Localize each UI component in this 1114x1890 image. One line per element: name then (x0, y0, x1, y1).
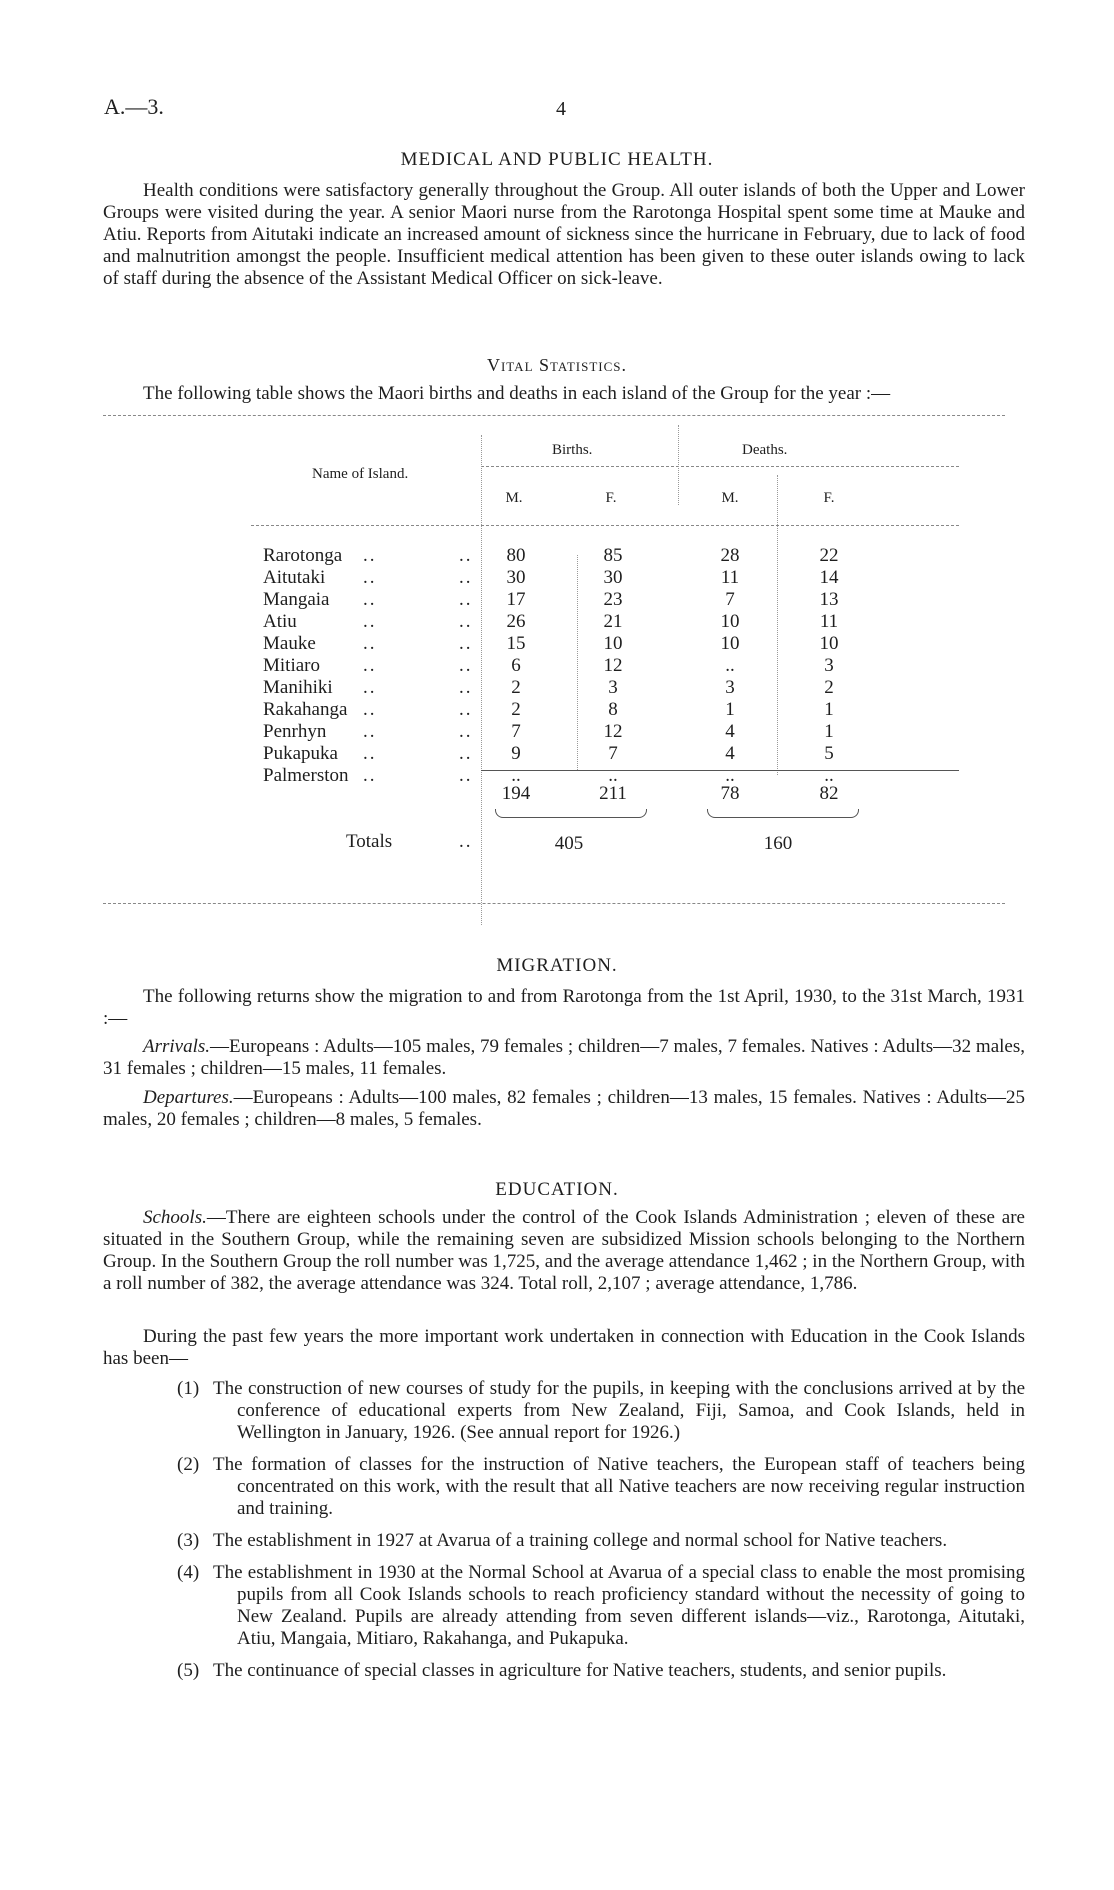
total-deaths-female: 82 (819, 783, 839, 804)
table-cell: 28 (720, 545, 740, 566)
island-name-cell: Aitutaki (263, 567, 326, 588)
vital-statistics-heading: Vital Statistics. (486, 355, 628, 375)
table-cell: 17 (506, 589, 526, 610)
island-name-cell: Mauke (263, 633, 316, 654)
table-cell: 3 (725, 677, 735, 698)
table-cell: 9 (511, 743, 521, 764)
table-cell: 7 (608, 743, 618, 764)
health-paragraph: Health conditions were satisfactory generally throughout the Group. All outer islands of both the Upper and Lower Groups were visited during the year. A senior Maori nurse from the Rarotonga Hospital spent some time at Mauke and Atiu. Reports from Aitutaki indicate an increased amount of sickness since the hurricane in February, due to lack of food and malnutrition amongst the people. Insufficient medical attention has been given to these outer islands owing to lack of staff during the absence of the Assistant Medical Officer on sick-leave. (103, 180, 1025, 289)
vital-statistics-table: Births. Deaths. Name of Island. M. F. M. F. Rarotonga .. .. 80 85 28 22 Aitutaki .. .. 30 30 11 14 Mangaia .. .. 17 23 7 13 Atiu .. .. 26 21 10 11 Mauke .. .. 15 10 10 10 Mitiaro .. .. 6 12 .. 3 Manihiki .. .. 2 3 3 2 Rakahanga .. .. 2 8 1 1 Penrhyn .. .. 7 12 4 1 Pukapuka .. .. 9 7 4 5 Palmerston .. .. .. .. .. .. 194 211 78 82 Totals .. 405 160 (103, 415, 1025, 920)
education-work-list (103, 1378, 1025, 1692)
island-name-cell: Manihiki (263, 677, 333, 698)
island-name-cell: Palmerston (263, 765, 349, 786)
island-name-cell: Penrhyn (263, 721, 327, 742)
births-header: Births. (552, 442, 593, 458)
island-name-cell: Pukapuka (263, 743, 338, 764)
table-cell: 14 (819, 567, 839, 588)
table-cell: 7 (511, 721, 521, 742)
table-cell: 10 (720, 611, 740, 632)
births-male-header: M. (505, 490, 523, 506)
table-cell: 12 (603, 655, 623, 676)
list-item: (4) The establishment in 1930 at the Normal School at Avarua of a special class to enable the most promising pupils from all Cook Islands schools to reach proficiency standard without the necessity of going to New Zealand. Pupils are already attending from seven different islands—viz., Rarotonga, Aitutaki, Atiu, Mangaia, Mitiaro, Rakahanga, and Pukapuka. (177, 1562, 1025, 1649)
vital-statistics-intro: The following table shows the Maori births and deaths in each island of the Group for the year :— (143, 383, 891, 404)
deaths-female-header: F. (823, 490, 835, 506)
list-item: (2) The formation of classes for the instruction of Native teachers, the European staff of teachers being concentrated on this work, with the result that all Native teachers are now receiving regular instruction and training. (177, 1454, 1025, 1519)
table-cell: 11 (720, 567, 740, 588)
page-number: 4 (556, 98, 566, 120)
table-cell: 21 (603, 611, 623, 632)
arrivals-label: Arrivals. (143, 1036, 211, 1057)
schools-text: —There are eighteen schools under the control of the Cook Islands Administration ; eleven of these are situated in the Southern Group, while the remaining seven are subsidized Mission schools belonging to the Northern Group. In the Southern Group the roll number was 1,725, and the average attendance 1,462 ; in the Northern Group, with a roll number of 382, the average attendance was 324. Total roll, 2,107 ; average attendance, 1,786. (103, 1207, 1025, 1294)
table-cell: .. (511, 765, 521, 786)
education-heading: EDUCATION. (495, 1179, 619, 1200)
table-cell: 13 (819, 589, 839, 610)
deaths-brace (707, 809, 859, 818)
table-cell: 30 (506, 567, 526, 588)
departures-text: —Europeans : Adults—100 males, 82 females ; children—13 males, 15 females. Natives : Adults—25 males, 20 females ; children—8 males, 5 females. (103, 1087, 1025, 1130)
island-name-header: Name of Island. (312, 466, 409, 482)
table-cell: 22 (819, 545, 839, 566)
island-name-cell: Mangaia (263, 589, 330, 610)
table-cell: 1 (725, 699, 735, 720)
deaths-male-header: M. (721, 490, 739, 506)
migration-arrivals (103, 1036, 1025, 1080)
table-cell: 3 (608, 677, 618, 698)
table-cell: 4 (725, 721, 735, 742)
table-cell: 10 (720, 633, 740, 654)
table-cell: .. (824, 765, 834, 786)
migration-heading: MIGRATION. (496, 955, 618, 976)
document-reference: A.—3. (104, 94, 164, 119)
table-cell: 2 (511, 699, 521, 720)
table-cell: 85 (603, 545, 623, 566)
table-cell: 7 (725, 589, 735, 610)
table-cell: 10 (819, 633, 839, 654)
table-cell: 2 (511, 677, 521, 698)
health-heading: MEDICAL AND PUBLIC HEALTH. (400, 149, 714, 170)
departures-label: Departures. (143, 1087, 234, 1108)
total-deaths-male: 78 (720, 783, 740, 804)
education-schools (103, 1207, 1025, 1295)
table-cell: 5 (824, 743, 834, 764)
migration-intro: The following returns show the migration to and from Rarotonga from the 1st April, 1930, to the 31st March, 1931 :— (103, 986, 1025, 1029)
list-item: (1) The construction of new courses of study for the pupils, in keeping with the conclusions arrived at by the conference of educational experts from New Zealand, Fiji, Samoa, and Cook Islands, held in Wellington in January, 1926. (See annual report for 1926.) (177, 1378, 1025, 1443)
table-cell: 26 (506, 611, 526, 632)
table-cell: 4 (725, 743, 735, 764)
table-cell: 15 (506, 633, 526, 654)
table-cell: 12 (603, 721, 623, 742)
island-name-cell: Rakahanga (263, 699, 348, 720)
arrivals-text: —Europeans : Adults—105 males, 79 females ; children—7 males, 7 females. Natives : Adults—32 males, 31 females ; children—15 males, 11 females. (103, 1036, 1025, 1079)
total-births: 405 (554, 833, 584, 854)
totals-label: Totals (346, 831, 393, 852)
table-cell: 6 (511, 655, 521, 676)
table-cell: 1 (824, 721, 834, 742)
education-work-intro: During the past few years the more important work undertaken in connection with Education in the Cook Islands has been— (103, 1326, 1025, 1369)
table-cell: .. (725, 655, 735, 676)
table-cell: 1 (824, 699, 834, 720)
island-name-cell: Rarotonga (263, 545, 343, 566)
migration-departures (103, 1087, 1025, 1131)
table-cell: .. (725, 765, 735, 786)
table-cell: .. (608, 765, 618, 786)
island-name-cell: Mitiaro (263, 655, 320, 676)
table-cell: 11 (819, 611, 839, 632)
births-brace (495, 809, 647, 818)
schools-label: Schools. (143, 1207, 207, 1228)
table-cell: 80 (506, 545, 526, 566)
total-deaths: 160 (763, 833, 793, 854)
table-cell: 23 (603, 589, 623, 610)
table-cell: 8 (608, 699, 618, 720)
list-item: (3) The establishment in 1927 at Avarua of a training college and normal school for Native teachers. (177, 1530, 948, 1551)
births-female-header: F. (605, 490, 617, 506)
table-cell: 2 (824, 677, 834, 698)
table-cell: 30 (603, 567, 623, 588)
table-cell: 10 (603, 633, 623, 654)
table-cell: 3 (824, 655, 834, 676)
list-item: (5) The continuance of special classes in agriculture for Native teachers, students, and senior pupils. (177, 1660, 947, 1681)
total-births-male: 194 (501, 783, 531, 804)
island-name-cell: Atiu (263, 611, 297, 632)
total-births-female: 211 (599, 783, 627, 804)
deaths-header: Deaths. (742, 442, 788, 458)
